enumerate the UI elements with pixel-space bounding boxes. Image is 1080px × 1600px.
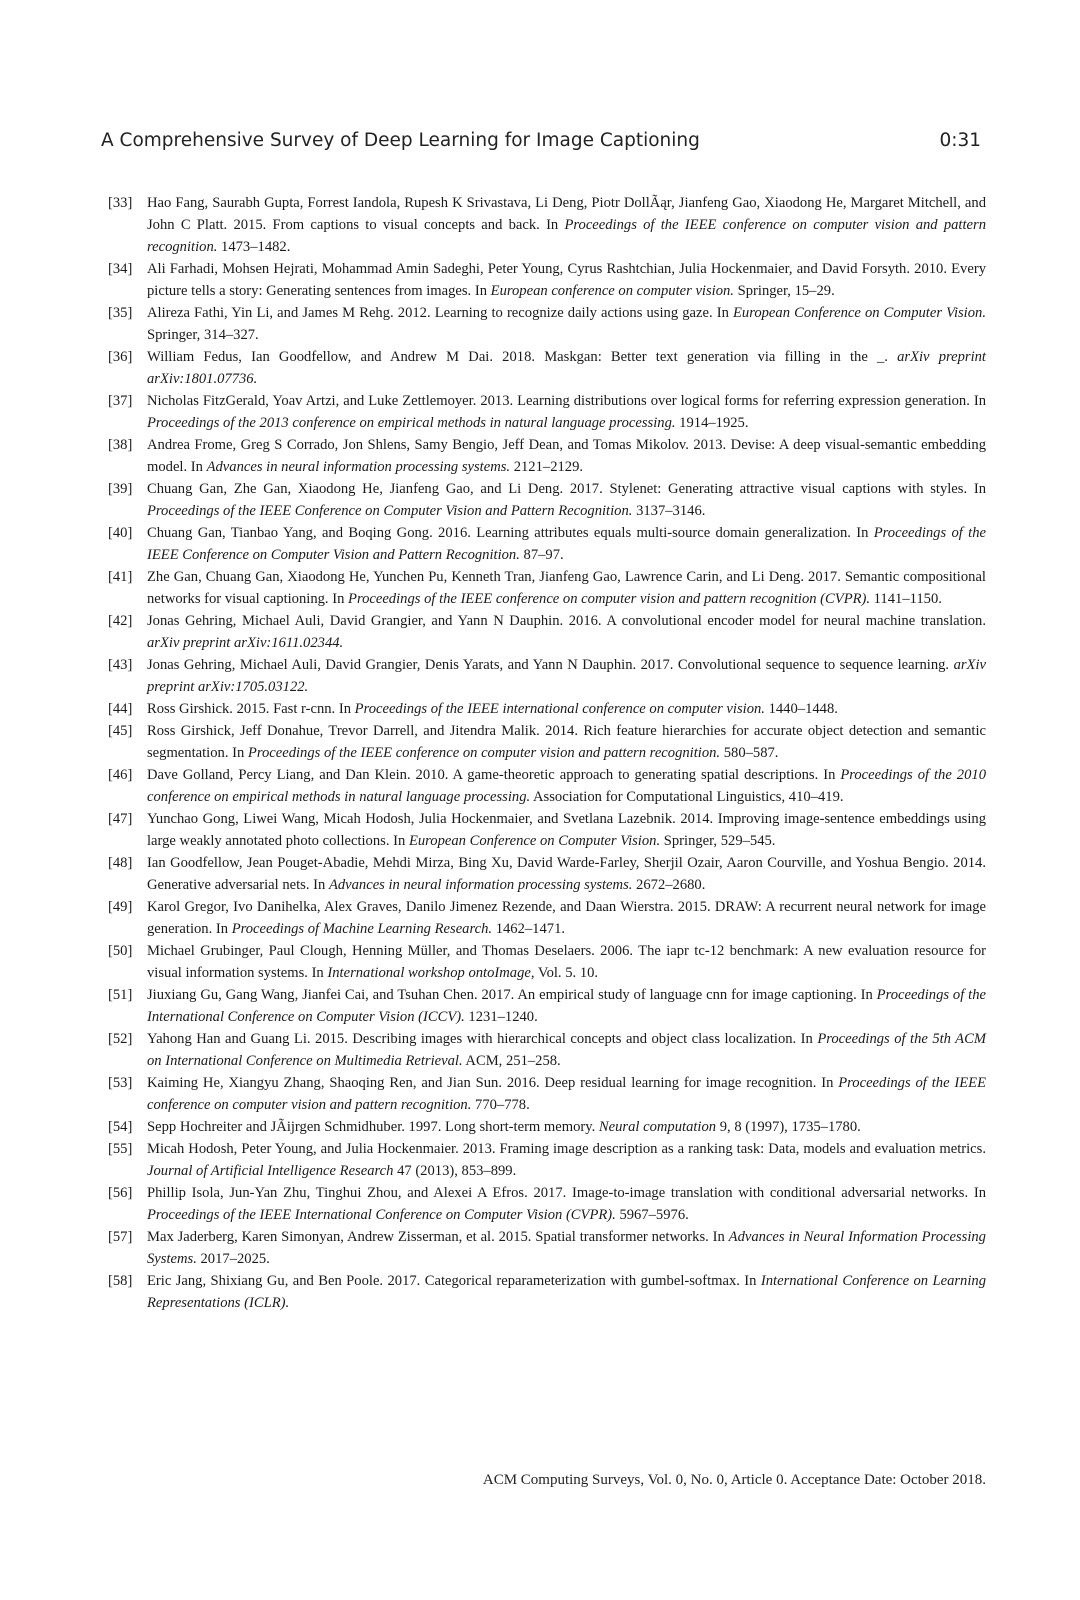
reference-text (147, 808, 986, 852)
reference-number: [35] (108, 305, 133, 321)
reference-number: [43] (108, 657, 133, 673)
reference-authors-title: Ali Farhadi, Mohsen Hejrati, Mohammad Amin Sadeghi, Peter Young, Cyrus Rashtchian, Julia Hockenmaier, and David Forsyth. 2010. Every picture tells a story: Generating sentences from images. In (147, 261, 986, 299)
reference-venue: International Conference on Learning Representations (ICLR). (147, 1273, 987, 1311)
reference-number: [56] (108, 1185, 133, 1201)
reference-item (108, 1028, 986, 1072)
reference-number: [36] (108, 349, 133, 365)
reference-number: [39] (108, 481, 133, 497)
reference-text (147, 610, 986, 654)
reference-text (147, 302, 986, 346)
reference-venue: Proceedings of the IEEE conference on computer vision and pattern recognition. (147, 1075, 986, 1113)
reference-item (108, 698, 986, 720)
reference-text (147, 1270, 986, 1314)
reference-venue: Proceedings of the 2013 conference on empirical methods in natural language processing. (147, 415, 676, 431)
reference-venue: Journal of Artificial Intelligence Research (147, 1163, 394, 1179)
reference-item (108, 654, 986, 698)
reference-text (147, 764, 986, 808)
reference-text (147, 984, 986, 1028)
reference-authors-title: Max Jaderberg, Karen Simonyan, Andrew Zisserman, et al. 2015. Spatial transformer networks. In (147, 1229, 729, 1245)
reference-list (108, 192, 986, 1314)
reference-authors-title: Micah Hodosh, Peter Young, and Julia Hockenmaier. 2013. Framing image description as a ranking task: Data, models and evaluation metrics. (147, 1141, 986, 1157)
reference-venue: European Conference on Computer Vision. (408, 833, 661, 849)
reference-venue: Neural computation (598, 1119, 717, 1135)
reference-item (108, 566, 986, 610)
reference-text (147, 1182, 986, 1226)
reference-venue: Proceedings of the IEEE international conference on computer vision. (354, 701, 765, 717)
reference-text (147, 1138, 986, 1182)
reference-item (108, 610, 986, 654)
reference-item (108, 1138, 986, 1182)
reference-number: [45] (108, 723, 133, 739)
reference-text (147, 896, 986, 940)
reference-authors-title: Chuang Gan, Zhe Gan, Xiaodong He, Jianfeng Gao, and Li Deng. 2017. Stylenet: Generating attractive visual captions with styles. In (147, 481, 986, 497)
running-header (101, 130, 981, 151)
reference-pages: 9, 8 (1997), 1735–1780. (716, 1119, 861, 1135)
reference-number: [34] (108, 261, 133, 277)
reference-number: [52] (108, 1031, 133, 1047)
reference-text (147, 852, 986, 896)
reference-number: [42] (108, 613, 133, 629)
reference-text (147, 192, 986, 258)
reference-text (147, 258, 986, 302)
reference-authors-title: Jiuxiang Gu, Gang Wang, Jianfei Cai, and Tsuhan Chen. 2017. An empirical study of language cnn for image captioning. In (147, 987, 877, 1003)
reference-item (108, 258, 986, 302)
reference-authors-title: Alireza Fathi, Yin Li, and James M Rehg. 2012. Learning to recognize daily actions using gaze. In (147, 305, 733, 321)
reference-venue: arXiv preprint arXiv:1611.02344. (147, 635, 344, 651)
reference-number: [47] (108, 811, 133, 827)
reference-item (108, 764, 986, 808)
reference-item (108, 390, 986, 434)
reference-item (108, 434, 986, 478)
reference-venue: Advances in neural information processing systems. (206, 459, 511, 475)
running-title: A Comprehensive Survey of Deep Learning for Image Captioning (101, 130, 700, 151)
reference-pages: 580–587. (720, 745, 779, 761)
reference-pages: Springer, 314–327. (147, 327, 259, 343)
reference-authors-title: Zhe Gan, Chuang Gan, Xiaodong He, Yunchen Pu, Kenneth Tran, Jianfeng Gao, Lawrence Carin, and Li Deng. 2017. Semantic compositional networks for visual captioning. In (147, 569, 986, 607)
reference-venue: Advances in Neural Information Processing Systems. (147, 1229, 986, 1267)
reference-pages: 1440–1448. (764, 701, 838, 717)
reference-pages: 2121–2129. (510, 459, 584, 475)
reference-text (147, 720, 986, 764)
reference-text (147, 1226, 986, 1270)
reference-item (108, 1072, 986, 1116)
reference-authors-title: Jonas Gehring, Michael Auli, David Grangier, and Yann N Dauphin. 2016. A convolutional encoder model for neural machine translation. (147, 613, 986, 629)
reference-authors-title: Andrea Frome, Greg S Corrado, Jon Shlens, Samy Bengio, Jeff Dean, and Tomas Mikolov. 2013. Devise: A deep visual-semantic embedding model. In (147, 437, 986, 475)
reference-text (147, 1028, 986, 1072)
reference-pages: 2672–2680. (632, 877, 706, 893)
reference-number: [50] (108, 943, 133, 959)
reference-authors-title: Michael Grubinger, Paul Clough, Henning Müller, and Thomas Deselaers. 2006. The iapr tc-12 benchmark: A new evaluation resource for visual information systems. In (147, 943, 986, 981)
reference-number: [51] (108, 987, 133, 1003)
reference-authors-title: Nicholas FitzGerald, Yoav Artzi, and Luke Zettlemoyer. 2013. Learning distributions over logical forms for referring expression generation. In (147, 393, 986, 409)
reference-number: [40] (108, 525, 133, 541)
reference-number: [54] (108, 1119, 133, 1135)
reference-number: [46] (108, 767, 133, 783)
reference-venue: Advances in neural information processing systems. (328, 877, 633, 893)
reference-venue: Proceedings of the IEEE Conference on Computer Vision and Pattern Recognition. (147, 525, 986, 563)
reference-pages: 1141–1150. (870, 591, 942, 607)
reference-text (147, 1072, 986, 1116)
reference-number: [44] (108, 701, 133, 717)
reference-authors-title: William Fedus, Ian Goodfellow, and Andrew M Dai. 2018. Maskgan: Better text generation via filling in the _. (147, 349, 898, 365)
reference-number: [57] (108, 1229, 133, 1245)
reference-venue: Proceedings of the 2010 conference on empirical methods in natural language processing. (147, 767, 986, 805)
reference-pages: 2017–2025. (196, 1251, 270, 1267)
reference-venue: Proceedings of the IEEE conference on computer vision and pattern recognition. (147, 217, 986, 255)
reference-text (147, 434, 986, 478)
reference-authors-title: Sepp Hochreiter and JÃijrgen Schmidhuber. 1997. Long short-term memory. (147, 1119, 599, 1135)
reference-pages: Vol. 5. 10. (534, 965, 599, 981)
reference-number: [38] (108, 437, 133, 453)
reference-number: [49] (108, 899, 133, 915)
reference-pages: Springer, 15–29. (733, 283, 835, 299)
reference-pages: 47 (2013), 853–899. (393, 1163, 517, 1179)
reference-text (147, 522, 986, 566)
reference-authors-title: Hao Fang, Saurabh Gupta, Forrest Iandola, Rupesh K Srivastava, Li Deng, Piotr DollÃąr, Jianfeng Gao, Xiaodong He, Margaret Mitchell, and John C Platt. 2015. From captions to visual concepts and back. In (147, 195, 986, 233)
reference-item (108, 720, 986, 764)
reference-authors-title: Yunchao Gong, Liwei Wang, Micah Hodosh, Julia Hockenmaier, and Svetlana Lazebnik. 2014. Improving image-sentence embeddings using large weakly annotated photo collections. In (147, 811, 986, 849)
reference-authors-title: Phillip Isola, Jun-Yan Zhu, Tinghui Zhou, and Alexei A Efros. 2017. Image-to-image translation with conditional adversarial networks. In (147, 1185, 986, 1201)
reference-venue: Proceedings of the IEEE Conference on Computer Vision and Pattern Recognition. (147, 503, 633, 519)
reference-text (147, 1116, 986, 1138)
reference-item (108, 1226, 986, 1270)
page-number: 0:31 (939, 130, 981, 151)
reference-venue: Proceedings of the International Conference on Computer Vision (ICCV). (147, 987, 986, 1025)
reference-authors-title: Jonas Gehring, Michael Auli, David Grangier, Denis Yarats, and Yann N Dauphin. 2017. Convolutional sequence to sequence learning. (147, 657, 954, 673)
reference-text (147, 654, 986, 698)
reference-item (108, 192, 986, 258)
reference-text (147, 940, 986, 984)
reference-authors-title: Ian Goodfellow, Jean Pouget-Abadie, Mehdi Mirza, Bing Xu, David Warde-Farley, Sherjil Ozair, Aaron Courville, and Yoshua Bengio. 2014. Generative adversarial nets. In (147, 855, 986, 893)
reference-venue: Proceedings of the IEEE conference on computer vision and pattern recognition. (247, 745, 721, 761)
reference-pages: 1462–1471. (492, 921, 566, 937)
reference-authors-title: Dave Golland, Percy Liang, and Dan Klein. 2010. A game-theoretic approach to generating spatial descriptions. In (147, 767, 841, 783)
reference-authors-title: Chuang Gan, Tianbao Yang, and Boqing Gong. 2016. Learning attributes equals multi-source domain generalization. In (147, 525, 874, 541)
reference-venue: Proceedings of the IEEE International Conference on Computer Vision (CVPR). (147, 1207, 616, 1223)
reference-pages: Springer, 529–545. (660, 833, 776, 849)
reference-pages: 5967–5976. (615, 1207, 689, 1223)
reference-authors-title: Yahong Han and Guang Li. 2015. Describing images with hierarchical concepts and object class localization. In (147, 1031, 818, 1047)
reference-venue: Proceedings of the IEEE conference on computer vision and pattern recognition (CVPR). (348, 591, 871, 607)
reference-venue: International workshop ontoImage, (327, 965, 535, 981)
reference-pages: 1914–1925. (675, 415, 749, 431)
journal-footer: ACM Computing Surveys, Vol. 0, No. 0, Article 0. Acceptance Date: October 2018. (482, 1472, 986, 1488)
reference-number: [58] (108, 1273, 133, 1289)
reference-item (108, 1270, 986, 1314)
reference-number: [53] (108, 1075, 133, 1091)
reference-pages: 3137–3146. (632, 503, 706, 519)
reference-number: [41] (108, 569, 133, 585)
reference-pages: 770–778. (471, 1097, 530, 1113)
reference-item (108, 1116, 986, 1138)
reference-item (108, 896, 986, 940)
reference-item (108, 852, 986, 896)
reference-venue: European conference on computer vision. (490, 283, 734, 299)
reference-number: [33] (108, 195, 133, 211)
reference-authors-title: Karol Gregor, Ivo Danihelka, Alex Graves, Danilo Jimenez Rezende, and Daan Wierstra. 2015. DRAW: A recurrent neural network for image generation. In (147, 899, 986, 937)
reference-venue: arXiv preprint arXiv:1705.03122. (147, 657, 986, 695)
reference-pages: ACM, 251–258. (462, 1053, 561, 1069)
reference-venue: Proceedings of Machine Learning Research. (231, 921, 493, 937)
reference-authors-title: Eric Jang, Shixiang Gu, and Ben Poole. 2017. Categorical reparameterization with gumbel-softmax. In (147, 1273, 761, 1289)
reference-item (108, 346, 986, 390)
reference-pages: 1231–1240. (464, 1009, 538, 1025)
reference-text (147, 698, 986, 720)
reference-venue: European Conference on Computer Vision. (732, 305, 986, 321)
reference-item (108, 984, 986, 1028)
reference-item (108, 522, 986, 566)
reference-number: [48] (108, 855, 133, 871)
reference-pages: 87–97. (519, 547, 564, 563)
reference-authors-title: Kaiming He, Xiangyu Zhang, Shaoqing Ren, and Jian Sun. 2016. Deep residual learning for image recognition. In (147, 1075, 839, 1091)
reference-item (108, 1182, 986, 1226)
reference-pages: 1473–1482. (217, 239, 291, 255)
reference-venue: Proceedings of the 5th ACM on International Conference on Multimedia Retrieval. (147, 1031, 986, 1069)
reference-item (108, 940, 986, 984)
reference-item (108, 808, 986, 852)
reference-text (147, 566, 986, 610)
reference-text (147, 478, 986, 522)
reference-pages: Association for Computational Linguistics, 410–419. (530, 789, 844, 805)
reference-item (108, 302, 986, 346)
reference-item (108, 478, 986, 522)
reference-venue: arXiv preprint arXiv:1801.07736. (147, 349, 986, 387)
reference-number: [37] (108, 393, 133, 409)
reference-authors-title: Ross Girshick. 2015. Fast r-cnn. In (147, 701, 355, 717)
reference-authors-title: Ross Girshick, Jeff Donahue, Trevor Darrell, and Jitendra Malik. 2014. Rich feature hierarchies for accurate object detection and semantic segmentation. In (147, 723, 986, 761)
reference-text (147, 346, 986, 390)
reference-number: [55] (108, 1141, 133, 1157)
reference-text (147, 390, 986, 434)
